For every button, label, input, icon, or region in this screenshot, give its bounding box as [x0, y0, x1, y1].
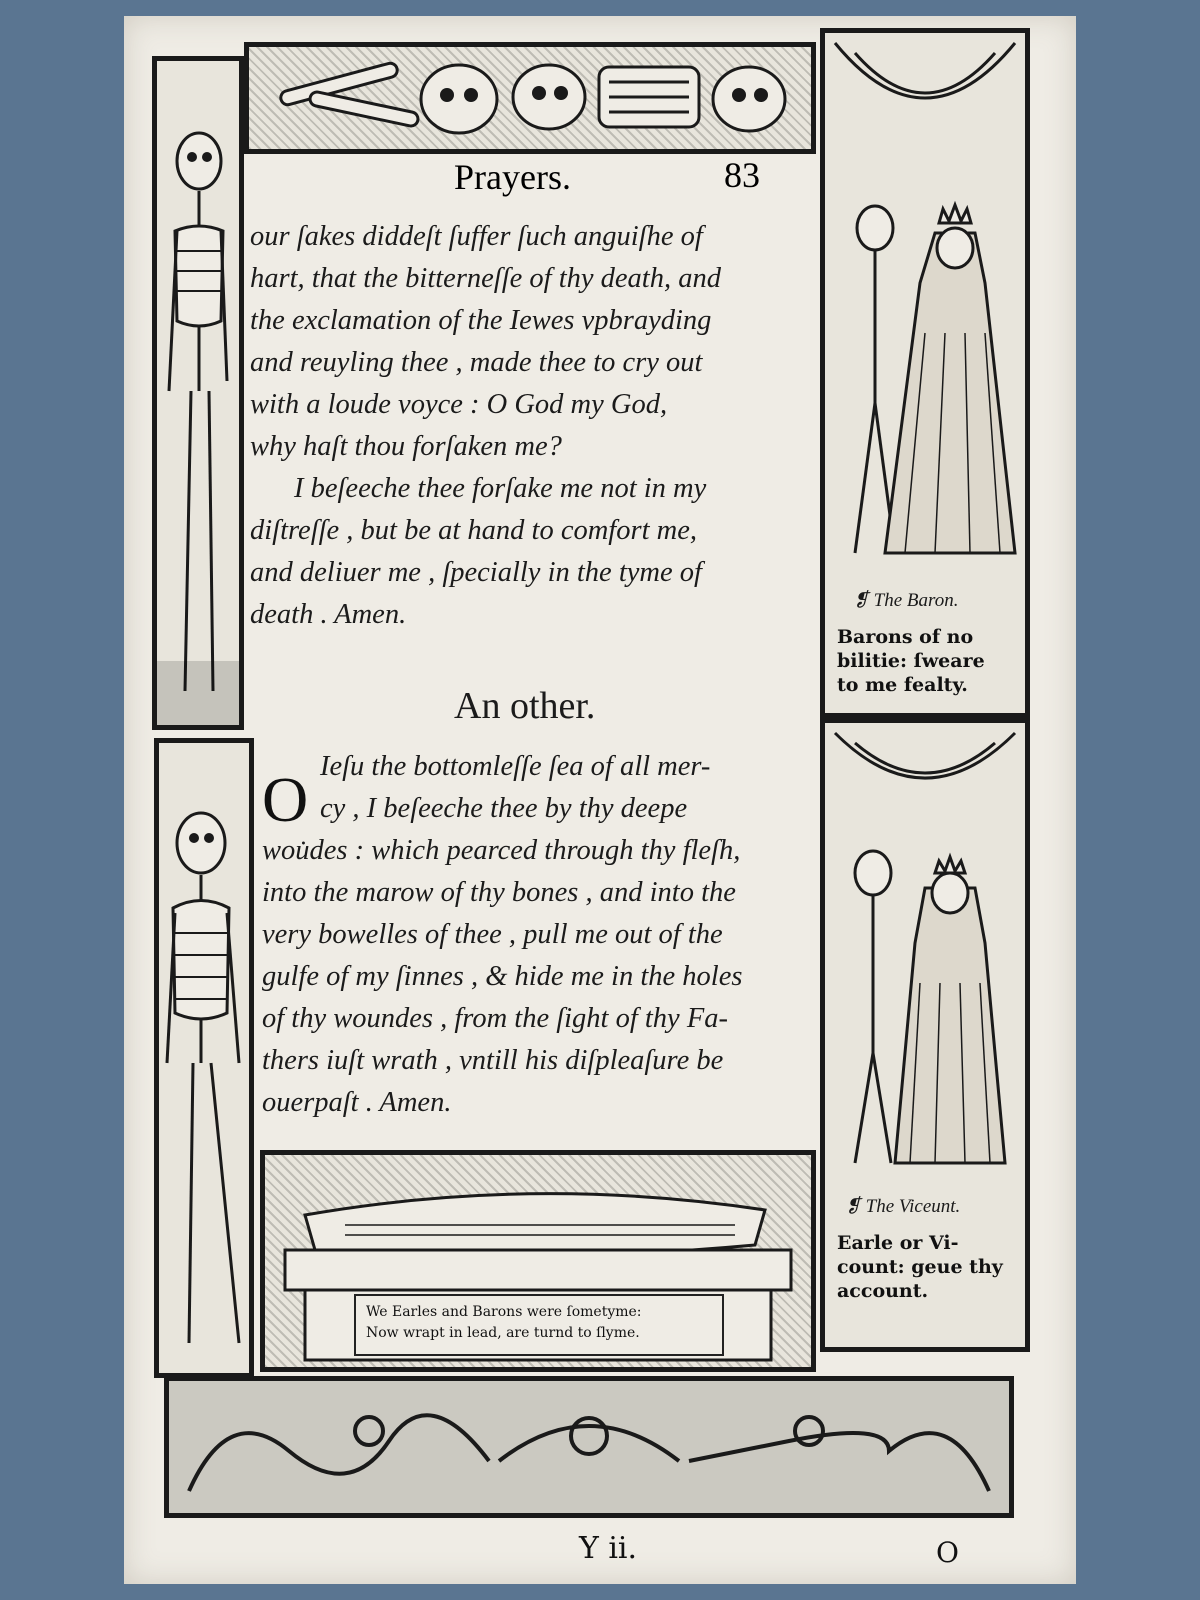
page-number: 83	[724, 155, 760, 195]
tomb-inscription	[354, 1294, 724, 1356]
baron-verse	[837, 625, 985, 697]
catchword: O	[936, 1536, 959, 1569]
viceunt-caption: ❡ The Viceunt.	[845, 1196, 961, 1217]
text-line: death . Amen.	[250, 599, 407, 630]
text-line: Ieſu the bottomleſſe ſea of all mer-	[320, 751, 711, 782]
skeleton-illustration-2	[159, 743, 249, 1373]
text-line: the exclamation of the Iewes vpbrayding	[250, 305, 712, 336]
viceunt-verse-line: account.	[837, 1280, 929, 1302]
viceunt-verse-line: Earle or Vi-	[837, 1232, 959, 1254]
right-panel-viceunt	[820, 718, 1030, 1352]
skulls-and-bones-illustration	[249, 47, 811, 149]
running-head: Prayers.	[454, 157, 571, 197]
grotesque-ornament-illustration	[169, 1381, 1009, 1513]
skeleton-illustration	[157, 61, 239, 725]
drop-cap: O	[262, 764, 309, 835]
left-skeleton-panel-upper	[152, 56, 244, 730]
text-line: with a loude voyce : O God my God,	[250, 389, 668, 420]
text-line: into the marow of thy bones , and into the	[262, 877, 736, 908]
baron-verse-line: bilitie: ſweare	[837, 650, 985, 672]
text-line: diſtreſſe , but be at hand to comfort me,	[250, 515, 697, 546]
death-and-baron-illustration	[825, 33, 1025, 573]
text-line: wou̇des : which pearced through thy fleſh,	[262, 835, 741, 866]
right-panel-baron	[820, 28, 1030, 718]
text-line: ouerpaſt . Amen.	[262, 1087, 452, 1118]
text-line: our ſakes diddeſt ſuffer ſuch anguiſhe of	[250, 221, 703, 252]
prayer-text-1	[250, 216, 721, 636]
text-line: very bowelles of thee , pull me out of the	[262, 919, 723, 950]
top-woodcut-border	[244, 42, 816, 154]
prayer-text-2	[262, 746, 742, 1124]
text-line: hart, that the bitterneſſe of thy death, and	[250, 263, 721, 294]
text-line: I beſeeche thee forſake me not in my	[294, 473, 707, 504]
baron-caption: ❡ The Baron.	[853, 590, 959, 611]
text-line: why haſt thou forſaken me?	[250, 431, 562, 462]
inscription-line: We Earles and Barons were ſometyme:	[366, 1304, 642, 1320]
baron-verse-line: to me fealty.	[837, 674, 968, 696]
left-skeleton-panel-lower	[154, 738, 254, 1378]
death-and-viceunt-illustration	[825, 723, 1025, 1183]
text-line: and reuyling thee , made thee to cry out	[250, 347, 703, 378]
section-heading: An other.	[454, 685, 596, 727]
bottom-ornamental-border	[164, 1376, 1014, 1518]
book-page	[124, 16, 1076, 1584]
signature-mark: Y ii.	[579, 1531, 638, 1566]
text-line: of thy woundes , from the ſight of thy Fa-	[262, 1003, 728, 1034]
text-line: gulfe of my ſinnes , & hide me in the holes	[262, 961, 743, 992]
text-line: thers iuſt wrath , vntill his diſpleaſure be	[262, 1045, 724, 1076]
text-line: and deliuer me , ſpecially in the tyme of	[250, 557, 702, 588]
text-line: cy , I beſeeche thee by thy deepe	[320, 793, 688, 824]
viceunt-verse-line: count: geue thy	[837, 1256, 1003, 1278]
viceunt-verse	[837, 1231, 1003, 1303]
inscription-line: Now wrapt in lead, are turnd to ſlyme.	[366, 1325, 640, 1341]
baron-verse-line: Barons of no	[837, 626, 974, 648]
